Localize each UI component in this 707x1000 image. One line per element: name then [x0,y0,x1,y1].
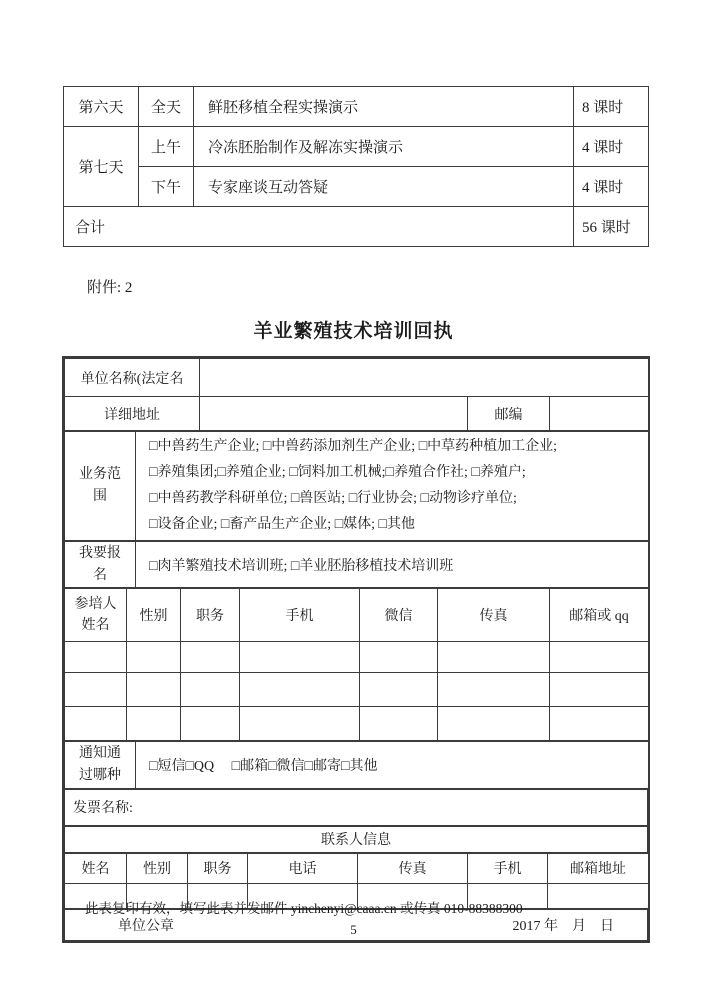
seal-label: 单位公章 [118,918,174,934]
checkbox-option-line: □中兽药生产企业; □中兽药添加剂生产企业; □中草药种植加工企业; [149,439,558,454]
seal-date: 2017 年 月 日 [512,918,614,934]
participant-empty-cell [181,642,240,673]
contact-info-title: 联系人信息 [65,826,648,852]
schedule-period-cell: 上午 [139,127,194,167]
participants-name-header: 参培人姓名 [74,596,117,634]
notify-label: 通知通过哪种 [79,746,121,784]
address-input-cell [200,397,468,431]
schedule-hours-cell: 4 课时 [574,167,649,207]
participant-empty-cell [550,642,649,673]
contact-header-row [65,853,649,883]
business-scope-row [65,432,649,541]
schedule-hours-cell: 8 课时 [574,87,649,127]
business-scope-table [64,431,649,541]
participant-empty-cell [181,707,240,741]
address-label-cell: 详细地址 [65,397,200,431]
contact-header-cell: 手机 [468,853,548,883]
page-number: 5 [350,922,357,937]
participants-header-cell: 微信 [360,589,438,642]
participants-empty-row [65,673,649,707]
postcode-label-cell: 邮编 [468,397,550,431]
unit-name-row [65,359,649,397]
participant-empty-cell [550,673,649,707]
notify-options-cell: □短信□QQ □邮箱□微信□邮寄□其他 [136,742,649,788]
participants-header-cell: 传真 [438,589,550,642]
participants-header-cell: 邮箱或 qq [550,589,649,642]
participant-empty-cell [127,673,181,707]
schedule-day-cell: 第六天 [64,87,139,127]
checkbox-option-line: □设备企业; □畜产品生产企业; □媒体; □其他 [149,517,415,532]
schedule-row [64,87,649,127]
footer-note: 此表复印有效，填写此表并发邮件 yinchenyi@caaa.cn 或传真 010-88388300 [85,901,523,916]
checkbox-option-line: □养殖集团;□养殖企业; □饲料加工机械;□养殖合作社; □养殖户; [149,465,526,480]
participants-header-cell: 性别 [127,589,181,642]
participants-name-header-cell [65,589,127,642]
contact-title-table [64,826,648,853]
schedule-hours-cell: 4 课时 [574,127,649,167]
participant-empty-cell [181,673,240,707]
contact-title-row [65,826,648,852]
enrollment-options-cell: □肉羊繁殖技术培训班; □羊业胚胎移植技术培训班 [136,542,649,588]
schedule-total-hours-cell: 56 课时 [574,207,649,247]
unit-info-table [64,358,649,431]
schedule-period-cell: 下午 [139,167,194,207]
participant-empty-cell [360,642,438,673]
notify-label-cell [65,742,136,788]
participant-empty-cell [550,707,649,741]
participant-empty-cell [438,673,550,707]
participant-empty-cell [360,673,438,707]
schedule-row [64,167,649,207]
participant-empty-cell [360,707,438,741]
attachment-label: 附件: 2 [87,280,133,296]
participants-header-row [65,589,649,642]
schedule-content-cell: 专家座谈互动答疑 [194,167,574,207]
business-scope-label-cell [65,432,136,541]
invoice-table [64,789,648,826]
contact-header-cell: 性别 [127,853,188,883]
business-scope-options-cell [136,432,649,541]
contact-header-cell: 姓名 [65,853,127,883]
participant-empty-cell [127,707,181,741]
schedule-table [63,86,649,247]
unit-name-input-cell [200,359,649,397]
participants-empty-row [65,642,649,673]
participant-empty-cell [438,707,550,741]
invoice-row [65,789,648,825]
business-scope-label: 业务范围 [79,467,121,504]
enrollment-label: 我要报名 [79,546,121,583]
contact-header-cell: 电话 [248,853,358,883]
address-row [65,397,649,431]
participants-header-cell: 职务 [181,589,240,642]
schedule-content-cell: 鲜胚移植全程实操演示 [194,87,574,127]
schedule-total-row [64,207,649,247]
participants-empty-row [65,707,649,741]
participant-empty-cell [65,642,127,673]
invoice-name-cell: 发票名称: [65,789,648,825]
checkbox-option-line: □中兽药教学科研单位; □兽医站; □行业协会; □动物诊疗单位; [149,491,517,506]
postcode-input-cell [550,397,649,431]
schedule-period-cell: 全天 [139,87,194,127]
participant-empty-cell [127,642,181,673]
contact-header-cell: 邮箱地址 [548,853,649,883]
page-title: 羊业繁殖技术培训回执 [253,321,454,342]
notify-table [64,741,649,788]
unit-name-label-cell: 单位名称(法定名 [65,359,200,397]
contact-empty-cell [548,883,649,908]
schedule-row [64,127,649,167]
enrollment-table [64,541,649,588]
enrollment-label-cell [65,542,136,588]
schedule-content-cell: 冷冻胚胎制作及解冻实操演示 [194,127,574,167]
contact-header-cell: 传真 [358,853,468,883]
enrollment-row [65,542,649,588]
contact-header-cell: 职务 [188,853,248,883]
participant-empty-cell [65,673,127,707]
participant-empty-cell [240,707,360,741]
participants-header-cell: 手机 [240,589,360,642]
schedule-day-cell: 第七天 [64,127,139,207]
participant-empty-cell [240,673,360,707]
participant-empty-cell [240,642,360,673]
participant-empty-cell [438,642,550,673]
participant-empty-cell [65,707,127,741]
notify-row [65,742,649,788]
schedule-total-label-cell: 合计 [64,207,574,247]
participants-table [64,588,649,741]
registration-form [62,356,650,943]
